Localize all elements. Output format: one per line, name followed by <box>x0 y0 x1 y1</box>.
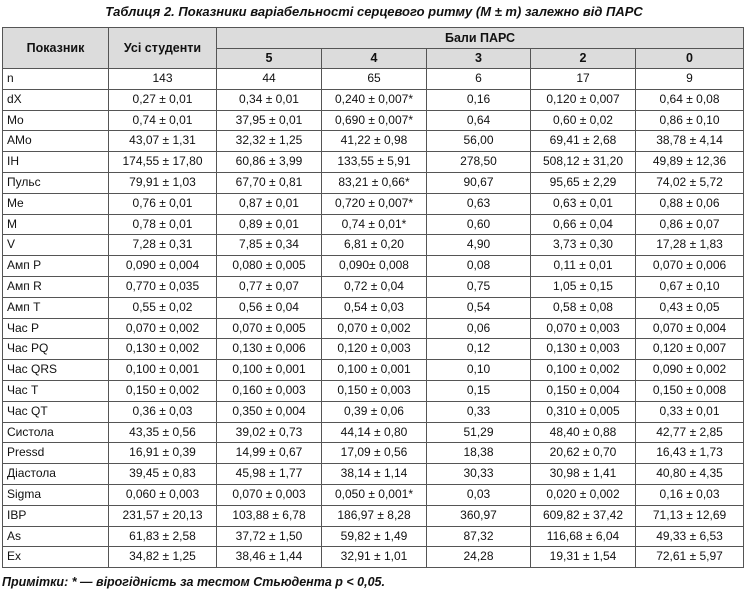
table-cell: 42,77 ± 2,85 <box>636 422 744 443</box>
table-cell: 39,02 ± 0,73 <box>217 422 322 443</box>
table-cell: 0,150 ± 0,004 <box>531 380 636 401</box>
table-cell: 0,74 ± 0,01 <box>109 110 217 131</box>
table-row <box>3 401 744 422</box>
header-indicator: Показник <box>3 28 109 69</box>
table-cell: 0,120 ± 0,007 <box>531 89 636 110</box>
table-cell: 0,310 ± 0,005 <box>531 401 636 422</box>
table-row <box>3 505 744 526</box>
table-cell: 278,50 <box>427 152 531 173</box>
table-cell: 0,64 <box>427 110 531 131</box>
table-cell: 0,27 ± 0,01 <box>109 89 217 110</box>
row-label: AMo <box>3 131 109 152</box>
table-cell: 0,64 ± 0,08 <box>636 89 744 110</box>
table-cell: 0,39 ± 0,06 <box>322 401 427 422</box>
table-cell: 56,00 <box>427 131 531 152</box>
table-cell: 0,16 ± 0,03 <box>636 484 744 505</box>
table-cell: 95,65 ± 2,29 <box>531 172 636 193</box>
table-cell: 51,29 <box>427 422 531 443</box>
table-row <box>3 526 744 547</box>
table-cell: 0,60 <box>427 214 531 235</box>
table-row <box>3 276 744 297</box>
table-cell: 0,55 ± 0,02 <box>109 297 217 318</box>
table-cell: 0,070 ± 0,002 <box>322 318 427 339</box>
table-cell: 0,130 ± 0,006 <box>217 339 322 360</box>
table-cell: 0,090 ± 0,004 <box>109 256 217 277</box>
table-cell: 0,690 ± 0,007* <box>322 110 427 131</box>
table-cell: 4,90 <box>427 235 531 256</box>
table-row <box>3 235 744 256</box>
table-cell: 0,020 ± 0,002 <box>531 484 636 505</box>
table-row <box>3 110 744 131</box>
table-cell: 49,89 ± 12,36 <box>636 152 744 173</box>
table-cell: 0,080 ± 0,005 <box>217 256 322 277</box>
header-pars-group: Бали ПАРС <box>217 28 744 49</box>
table-cell: 32,91 ± 1,01 <box>322 547 427 568</box>
table-cell: 0,77 ± 0,07 <box>217 276 322 297</box>
table-cell: 87,32 <box>427 526 531 547</box>
table-cell: 39,45 ± 0,83 <box>109 464 217 485</box>
table-cell: 7,28 ± 0,31 <box>109 235 217 256</box>
row-label: Me <box>3 193 109 214</box>
table-cell: 74,02 ± 5,72 <box>636 172 744 193</box>
table-cell: 0,11 ± 0,01 <box>531 256 636 277</box>
table-row <box>3 214 744 235</box>
table-cell: 0,070 ± 0,002 <box>109 318 217 339</box>
table-cell: 0,74 ± 0,01* <box>322 214 427 235</box>
table-cell: 0,76 ± 0,01 <box>109 193 217 214</box>
table-row <box>3 547 744 568</box>
table-cell: 143 <box>109 69 217 90</box>
table-cell: 0,350 ± 0,004 <box>217 401 322 422</box>
table-cell: 0,070 ± 0,005 <box>217 318 322 339</box>
row-label: Час P <box>3 318 109 339</box>
table-cell: 0,050 ± 0,001* <box>322 484 427 505</box>
table-cell: 40,80 ± 4,35 <box>636 464 744 485</box>
table-row <box>3 360 744 381</box>
table-cell: 34,82 ± 1,25 <box>109 547 217 568</box>
row-label: Ex <box>3 547 109 568</box>
table-cell: 17 <box>531 69 636 90</box>
row-label: Час T <box>3 380 109 401</box>
table-cell: 0,08 <box>427 256 531 277</box>
table-cell: 44,14 ± 0,80 <box>322 422 427 443</box>
table-cell: 0,54 <box>427 297 531 318</box>
table-cell: 0,060 ± 0,003 <box>109 484 217 505</box>
table-cell: 0,15 <box>427 380 531 401</box>
table-cell: 0,60 ± 0,02 <box>531 110 636 131</box>
table-cell: 17,28 ± 1,83 <box>636 235 744 256</box>
table-cell: 0,33 <box>427 401 531 422</box>
row-label: Систола <box>3 422 109 443</box>
table-cell: 59,82 ± 1,49 <box>322 526 427 547</box>
table-cell: 231,57 ± 20,13 <box>109 505 217 526</box>
table-cell: 90,67 <box>427 172 531 193</box>
row-label: IH <box>3 152 109 173</box>
table-header <box>3 28 744 69</box>
row-label: Амп T <box>3 297 109 318</box>
header-pars-0: 0 <box>636 49 744 69</box>
table-cell: 3,73 ± 0,30 <box>531 235 636 256</box>
table-cell: 24,28 <box>427 547 531 568</box>
table-cell: 103,88 ± 6,78 <box>217 505 322 526</box>
note-lead: Примітки: <box>2 575 69 589</box>
table-cell: 0,150 ± 0,008 <box>636 380 744 401</box>
table-cell: 0,66 ± 0,04 <box>531 214 636 235</box>
row-label: Діастола <box>3 464 109 485</box>
table-cell: 0,88 ± 0,06 <box>636 193 744 214</box>
table-cell: 0,10 <box>427 360 531 381</box>
row-label: Пульс <box>3 172 109 193</box>
table-row <box>3 172 744 193</box>
table-cell: 43,35 ± 0,56 <box>109 422 217 443</box>
table-cell: 0,160 ± 0,003 <box>217 380 322 401</box>
table-cell: 49,33 ± 6,53 <box>636 526 744 547</box>
table-cell: 0,12 <box>427 339 531 360</box>
row-label: Mo <box>3 110 109 131</box>
table-cell: 6,81 ± 0,20 <box>322 235 427 256</box>
row-label: Час QT <box>3 401 109 422</box>
header-pars-2: 2 <box>531 49 636 69</box>
table-cell: 16,91 ± 0,39 <box>109 443 217 464</box>
table-cell: 18,38 <box>427 443 531 464</box>
table-cell: 0,770 ± 0,035 <box>109 276 217 297</box>
row-label: Амп R <box>3 276 109 297</box>
table-cell: 9 <box>636 69 744 90</box>
table-cell: 174,55 ± 17,80 <box>109 152 217 173</box>
row-label: Амп P <box>3 256 109 277</box>
header-row-top <box>3 28 744 49</box>
table-cell: 67,70 ± 0,81 <box>217 172 322 193</box>
table-cell: 0,63 ± 0,01 <box>531 193 636 214</box>
table-cell: 0,43 ± 0,05 <box>636 297 744 318</box>
row-label: M <box>3 214 109 235</box>
table-cell: 0,100 ± 0,001 <box>217 360 322 381</box>
table-cell: 0,070 ± 0,004 <box>636 318 744 339</box>
table-cell: 48,40 ± 0,88 <box>531 422 636 443</box>
table-cell: 0,070 ± 0,006 <box>636 256 744 277</box>
table-cell: 0,240 ± 0,007* <box>322 89 427 110</box>
table-cell: 0,33 ± 0,01 <box>636 401 744 422</box>
table-cell: 65 <box>322 69 427 90</box>
table-cell: 0,130 ± 0,002 <box>109 339 217 360</box>
table-cell: 16,43 ± 1,73 <box>636 443 744 464</box>
table-cell: 0,36 ± 0,03 <box>109 401 217 422</box>
table-cell: 508,12 ± 31,20 <box>531 152 636 173</box>
note-text: * — вірогідність за тестом Стьюдента p < 0,05. <box>68 575 385 589</box>
table-cell: 0,16 <box>427 89 531 110</box>
table-note <box>2 572 746 592</box>
table-cell: 0,100 ± 0,001 <box>109 360 217 381</box>
table-cell: 0,86 ± 0,10 <box>636 110 744 131</box>
table-cell: 1,05 ± 0,15 <box>531 276 636 297</box>
table-cell: 41,22 ± 0,98 <box>322 131 427 152</box>
header-pars-5: 5 <box>217 49 322 69</box>
table-cell: 7,85 ± 0,34 <box>217 235 322 256</box>
table-cell: 0,070 ± 0,003 <box>217 484 322 505</box>
table-row <box>3 339 744 360</box>
table-cell: 60,86 ± 3,99 <box>217 152 322 173</box>
table-cell: 0,120 ± 0,003 <box>322 339 427 360</box>
table-row <box>3 484 744 505</box>
table-cell: 0,100 ± 0,002 <box>531 360 636 381</box>
table-cell: 14,99 ± 0,67 <box>217 443 322 464</box>
header-pars-3: 3 <box>427 49 531 69</box>
table-cell: 43,07 ± 1,31 <box>109 131 217 152</box>
table-cell: 0,720 ± 0,007* <box>322 193 427 214</box>
table-row <box>3 193 744 214</box>
table-cell: 133,55 ± 5,91 <box>322 152 427 173</box>
table-cell: 30,33 <box>427 464 531 485</box>
table-cell: 20,62 ± 0,70 <box>531 443 636 464</box>
table-row <box>3 464 744 485</box>
table-cell: 19,31 ± 1,54 <box>531 547 636 568</box>
table-cell: 0,100 ± 0,001 <box>322 360 427 381</box>
table-cell: 0,86 ± 0,07 <box>636 214 744 235</box>
table-row <box>3 69 744 90</box>
hrv-table <box>2 27 744 568</box>
table-cell: 360,97 <box>427 505 531 526</box>
table-cell: 0,150 ± 0,003 <box>322 380 427 401</box>
table-cell: 71,13 ± 12,69 <box>636 505 744 526</box>
table-cell: 0,06 <box>427 318 531 339</box>
table-cell: 0,150 ± 0,002 <box>109 380 217 401</box>
table-cell: 37,72 ± 1,50 <box>217 526 322 547</box>
row-label: n <box>3 69 109 90</box>
header-pars-4: 4 <box>322 49 427 69</box>
table-row <box>3 256 744 277</box>
table-cell: 38,46 ± 1,44 <box>217 547 322 568</box>
table-cell: 0,89 ± 0,01 <box>217 214 322 235</box>
table-row <box>3 422 744 443</box>
table-cell: 0,090± 0,008 <box>322 256 427 277</box>
table-cell: 38,14 ± 1,14 <box>322 464 427 485</box>
table-caption: Таблиця 2. Показники варіабельності серцевого ритму (M ± m) залежно від ПАРС <box>105 4 643 19</box>
table-cell: 0,56 ± 0,04 <box>217 297 322 318</box>
table-cell: 0,34 ± 0,01 <box>217 89 322 110</box>
table-cell: 0,72 ± 0,04 <box>322 276 427 297</box>
table-cell: 17,09 ± 0,56 <box>322 443 427 464</box>
table-cell: 45,98 ± 1,77 <box>217 464 322 485</box>
table-cell: 38,78 ± 4,14 <box>636 131 744 152</box>
table-cell: 0,78 ± 0,01 <box>109 214 217 235</box>
table-cell: 609,82 ± 37,42 <box>531 505 636 526</box>
table-row <box>3 89 744 110</box>
row-label: As <box>3 526 109 547</box>
header-all-students: Усі студенти <box>109 28 217 69</box>
table-body <box>3 69 744 568</box>
row-label: Час PQ <box>3 339 109 360</box>
table-row <box>3 131 744 152</box>
table-cell: 30,98 ± 1,41 <box>531 464 636 485</box>
table-cell: 0,67 ± 0,10 <box>636 276 744 297</box>
table-row <box>3 443 744 464</box>
table-cell: 0,87 ± 0,01 <box>217 193 322 214</box>
table-row <box>3 297 744 318</box>
table-cell: 61,83 ± 2,58 <box>109 526 217 547</box>
table-cell: 72,61 ± 5,97 <box>636 547 744 568</box>
table-cell: 0,63 <box>427 193 531 214</box>
table-row <box>3 318 744 339</box>
table-cell: 0,070 ± 0,003 <box>531 318 636 339</box>
row-label: Pressd <box>3 443 109 464</box>
table-cell: 79,91 ± 1,03 <box>109 172 217 193</box>
row-label: Sigma <box>3 484 109 505</box>
table-cell: 69,41 ± 2,68 <box>531 131 636 152</box>
table-row <box>3 380 744 401</box>
table-cell: 186,97 ± 8,28 <box>322 505 427 526</box>
table-cell: 83,21 ± 0,66* <box>322 172 427 193</box>
table-cell: 44 <box>217 69 322 90</box>
table-cell: 116,68 ± 6,04 <box>531 526 636 547</box>
table-cell: 0,130 ± 0,003 <box>531 339 636 360</box>
table-cell: 0,120 ± 0,007 <box>636 339 744 360</box>
table-cell: 32,32 ± 1,25 <box>217 131 322 152</box>
table-cell: 0,03 <box>427 484 531 505</box>
row-label: V <box>3 235 109 256</box>
table-cell: 0,090 ± 0,002 <box>636 360 744 381</box>
table-cell: 0,54 ± 0,03 <box>322 297 427 318</box>
table-cell: 0,58 ± 0,08 <box>531 297 636 318</box>
table-cell: 37,95 ± 0,01 <box>217 110 322 131</box>
table-cell: 0,75 <box>427 276 531 297</box>
table-row <box>3 152 744 173</box>
row-label: IBP <box>3 505 109 526</box>
row-label: Час QRS <box>3 360 109 381</box>
table-cell: 6 <box>427 69 531 90</box>
row-label: dX <box>3 89 109 110</box>
